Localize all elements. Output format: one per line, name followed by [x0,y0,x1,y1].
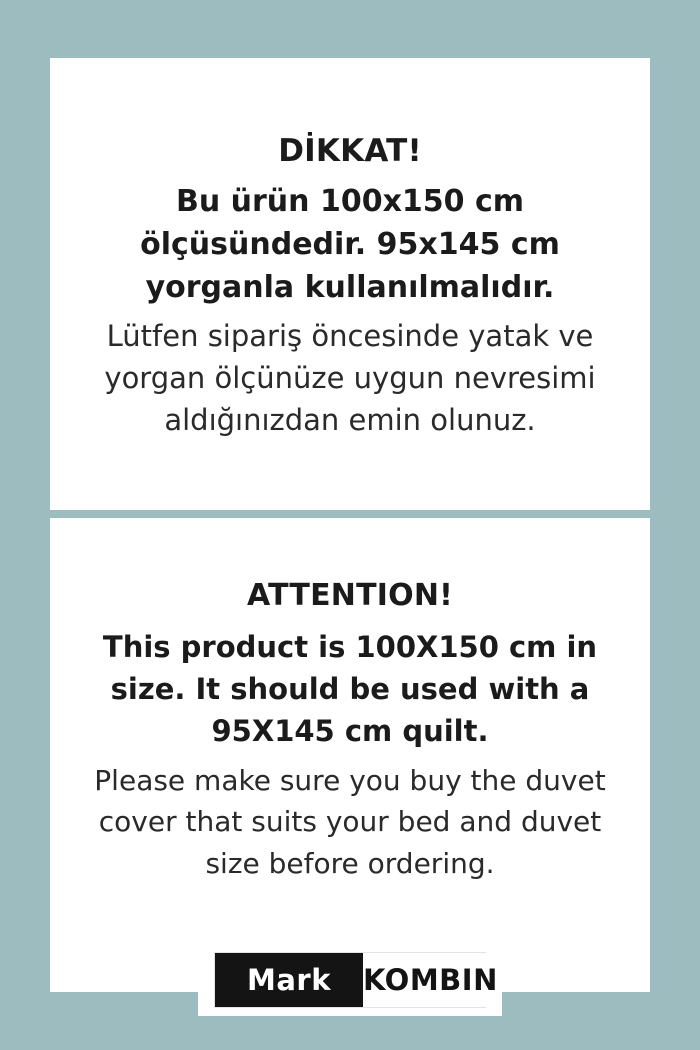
logo-mark-text: Mark [215,953,363,1007]
english-notice-body-text: Please make sure you buy the duvet cover that suits your bed and duvet size before ordering. [94,763,606,880]
english-notice-card [50,518,650,992]
logo-kombin-text: KOMBIN [363,953,498,1007]
brand-logo [198,944,502,1016]
logo-lockup [214,952,498,1008]
english-notice-heading: ATTENTION! [246,578,454,613]
turkish-notice-bold-text: Bu ürün 100x150 cm ölçüsündedir. 95x145 cm yorganla kullanılmalıdır. [140,184,560,305]
english-notice-bold-text: This product is 100X150 cm in size. It should be used with a 95X145 cm quilt. [102,629,598,748]
turkish-notice-heading: DİKKAT! [278,132,422,169]
turkish-notice-body-text: Lütfen sipariş öncesinde yatak ve yorgan ölçünüze uygun nevresimi aldığınızdan emin olunuz. [104,319,596,438]
turkish-notice-card [50,58,650,510]
